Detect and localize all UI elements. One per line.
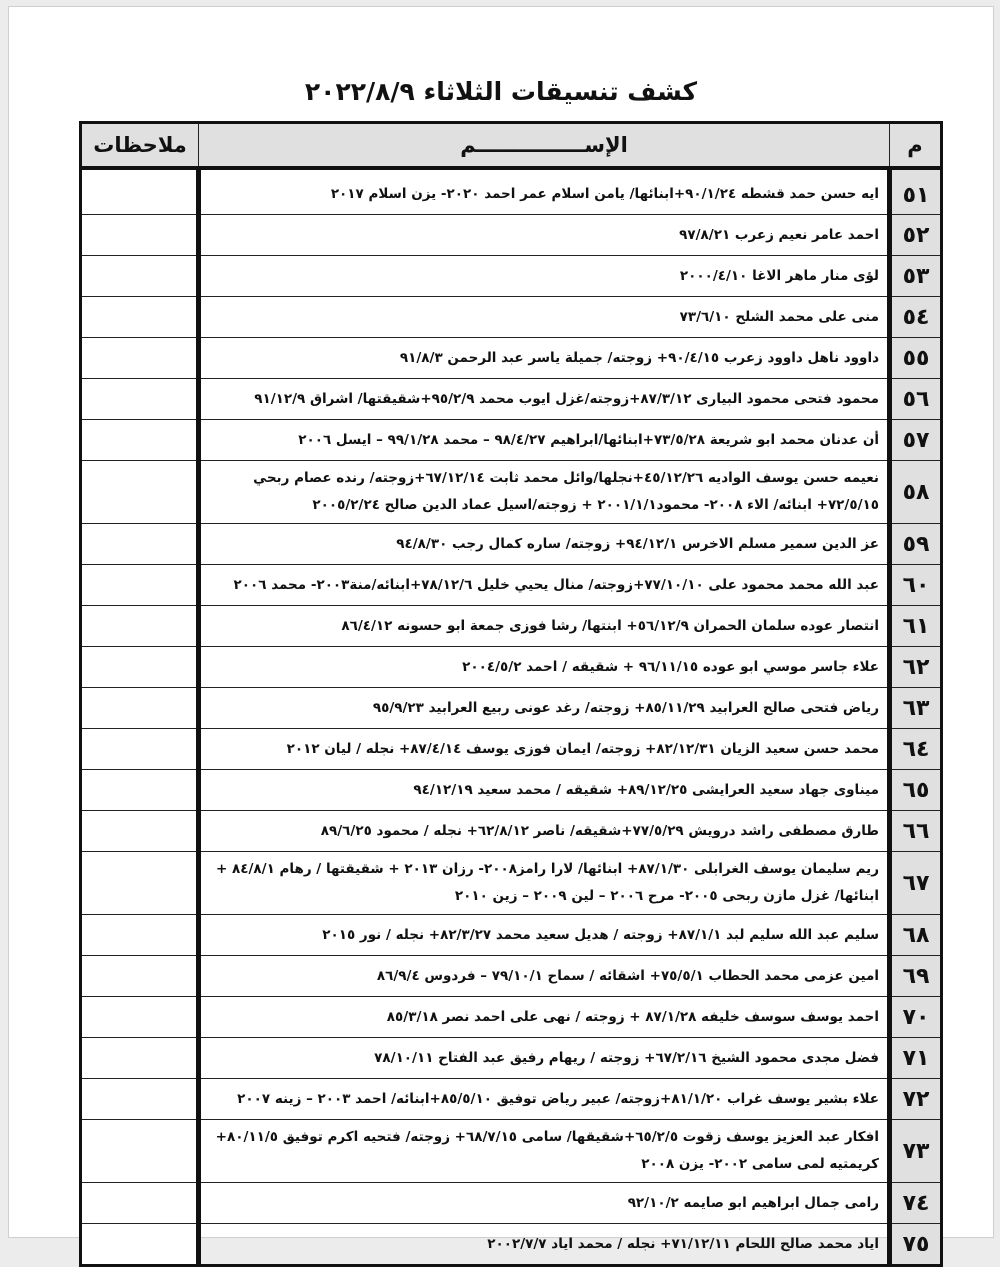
row-name: رياض فتحى صالح العرابيد ٨٥/١١/٢٩+ زوجته/ رغد عونى ربيع العرابيد ٩٥/٩/٢٣ [199, 688, 890, 729]
row-name: ايه حسن حمد قشطه ٩٠/١/٢٤+ابنائها/ يامن اسلام عمر احمد ٢٠٢٠- يزن اسلام ٢٠١٧ [199, 168, 890, 215]
row-notes [81, 997, 199, 1038]
row-number: ٥٦ [890, 379, 942, 420]
column-header-name: الإســـــــــــــــم [199, 123, 890, 169]
row-notes [81, 729, 199, 770]
row-number: ٥٨ [890, 461, 942, 524]
row-number: ٦٥ [890, 770, 942, 811]
row-number: ٦٣ [890, 688, 942, 729]
row-notes [81, 297, 199, 338]
row-number: ٧٠ [890, 997, 942, 1038]
row-number: ٥٢ [890, 215, 942, 256]
table-row [81, 915, 942, 956]
row-number: ٦٦ [890, 811, 942, 852]
row-notes [81, 565, 199, 606]
row-number: ٦١ [890, 606, 942, 647]
row-name: محمود فتحى محمود البيارى ٨٧/٣/١٢+زوجته/غزل ايوب محمد ٩٥/٢/٩+شقيقتها/ اشراق ٩١/١٢/٩ [199, 379, 890, 420]
row-number: ٦٠ [890, 565, 942, 606]
row-notes [81, 852, 199, 915]
row-name: عبد الله محمد محمود على ٧٧/١٠/١٠+زوجته/ منال يحيي خليل ٧٨/١٢/٦+ابنائه/منة٢٠٠٣- محمد ٢٠٠٦ [199, 565, 890, 606]
row-number: ٥١ [890, 168, 942, 215]
table-row [81, 168, 942, 215]
table-row [81, 647, 942, 688]
row-notes [81, 524, 199, 565]
row-name: منى على محمد الشلح ٧٣/٦/١٠ [199, 297, 890, 338]
table-row [81, 297, 942, 338]
row-notes [81, 1038, 199, 1079]
row-name: أن عدنان محمد ابو شريعة ٧٣/٥/٢٨+ابنائها/ابراهيم ٩٨/٤/٢٧ – محمد ٩٩/١/٢٨ – ايسل ٢٠٠٦ [199, 420, 890, 461]
table-row [81, 379, 942, 420]
row-number: ٥٩ [890, 524, 942, 565]
row-name: افكار عبد العزيز يوسف زقوت ٦٥/٢/٥+شقيقها/ سامى ٦٨/٧/١٥+ زوجته/ فتحيه اكرم توفيق ٨٠/١١/٥+ كريمتيه لمى سامى ٢٠٠٢- يزن ٢٠٠٨ [199, 1120, 890, 1183]
table-row [81, 1038, 942, 1079]
row-number: ٦٨ [890, 915, 942, 956]
row-number: ٧٥ [890, 1224, 942, 1266]
row-name: احمد عامر نعيم زعرب ٩٧/٨/٢١ [199, 215, 890, 256]
table-row [81, 770, 942, 811]
row-notes [81, 420, 199, 461]
table-row [81, 420, 942, 461]
row-number: ٦٤ [890, 729, 942, 770]
table-row [81, 606, 942, 647]
table-row [81, 215, 942, 256]
row-name: ريم سليمان يوسف الغرابلى ٨٧/١/٣٠+ ابنائها/ لارا رامز٢٠٠٨- رزان ٢٠١٣ + شقيقتها / رهام ٨٤/٨/١ + ابنائها/ غزل مازن ربحى ٢٠٠٥- مرح ٢٠٠٦ – لين ٢٠٠٩ – زين ٢٠١٠ [199, 852, 890, 915]
row-name: امين عزمى محمد الحطاب ٧٥/٥/١+ اشقائه / سماح ٧٩/١٠/١ – فردوس ٨٦/٩/٤ [199, 956, 890, 997]
row-number: ٥٥ [890, 338, 942, 379]
page-title: كشف تنسيقات الثلاثاء ٢٠٢٢/٨/٩ [304, 77, 698, 106]
row-notes [81, 811, 199, 852]
row-notes [81, 915, 199, 956]
row-notes [81, 770, 199, 811]
row-name: علاء بشير يوسف غراب ٨١/١/٢٠+زوجته/ عبير رياض توفيق ٨٥/٥/١٠+ابنائه/ احمد ٢٠٠٣ – زينه ٢٠٠٧ [199, 1079, 890, 1120]
row-notes [81, 256, 199, 297]
row-notes [81, 215, 199, 256]
table-row [81, 997, 942, 1038]
table-header-row [81, 123, 942, 169]
document-page [8, 6, 994, 1257]
row-notes [81, 168, 199, 215]
row-number: ٦٢ [890, 647, 942, 688]
row-number: ٧٣ [890, 1120, 942, 1183]
row-name: اياد محمد صالح اللحام ٧١/١٢/١١+ نجله / محمد اياد ٢٠٠٢/٧/٧ [199, 1224, 890, 1266]
row-name: احمد يوسف سوسف خليفه ٨٧/١/٢٨ + زوجته / نهى على احمد نصر ٨٥/٣/١٨ [199, 997, 890, 1038]
table-row [81, 852, 942, 915]
row-name: نعيمه حسن يوسف الواديه ٤٥/١٢/٢٦+نجلها/وائل محمد ثابت ٦٧/١٢/١٤+زوجته/ رنده عصام ربحي ٧٢/٥/١٥+ ابنائه/ الاء ٢٠٠٨- محمود٢٠٠١/١/١ + زوجته/اسيل عماد الدين صالح ٢٠٠٥/٢/٢٤ [199, 461, 890, 524]
table-row [81, 688, 942, 729]
table-row [81, 524, 942, 565]
row-name: داوود ناهل داوود زعرب ٩٠/٤/١٥+ زوجته/ جميلة ياسر عبد الرحمن ٩١/٨/٣ [199, 338, 890, 379]
row-number: ٥٧ [890, 420, 942, 461]
row-name: عز الدين سمير مسلم الاخرس ٩٤/١٢/١+ زوجته/ ساره كمال رجب ٩٤/٨/٣٠ [199, 524, 890, 565]
row-name: سليم عبد الله سليم لبد ٨٧/١/١+ زوجته / هديل سعيد محمد ٨٢/٣/٢٧+ نجله / نور ٢٠١٥ [199, 915, 890, 956]
table-row [81, 1120, 942, 1183]
table-body [81, 168, 942, 1266]
row-notes [81, 956, 199, 997]
row-notes [81, 379, 199, 420]
table-row [81, 811, 942, 852]
table-row [81, 1079, 942, 1120]
table-row [81, 956, 942, 997]
row-name: علاء جاسر موسي ابو عوده ٩٦/١١/١٥ + شقيقه / احمد ٢٠٠٤/٥/٢ [199, 647, 890, 688]
row-number: ٧٤ [890, 1183, 942, 1224]
row-notes [81, 1183, 199, 1224]
row-number: ٧٢ [890, 1079, 942, 1120]
row-number: ٥٤ [890, 297, 942, 338]
row-notes [81, 647, 199, 688]
row-notes [81, 1224, 199, 1266]
row-number: ٥٣ [890, 256, 942, 297]
row-notes [81, 461, 199, 524]
row-notes [81, 606, 199, 647]
row-number: ٦٧ [890, 852, 942, 915]
table-row [81, 1183, 942, 1224]
row-notes [81, 1120, 199, 1183]
column-header-notes: ملاحظات [81, 123, 199, 169]
table-row [81, 729, 942, 770]
row-number: ٦٩ [890, 956, 942, 997]
table-row [81, 1224, 942, 1266]
table-row [81, 565, 942, 606]
row-notes [81, 338, 199, 379]
table-row [81, 256, 942, 297]
row-name: لؤى منار ماهر الاغا ٢٠٠٠/٤/١٠ [199, 256, 890, 297]
row-name: رامى جمال ابراهيم ابو صايمه ٩٢/١٠/٢ [199, 1183, 890, 1224]
row-number: ٧١ [890, 1038, 942, 1079]
column-header-number: م [890, 123, 942, 169]
row-notes [81, 1079, 199, 1120]
row-name: محمد حسن سعيد الزيان ٨٢/١٢/٣١+ زوجته/ ايمان فوزى يوسف ٨٧/٤/١٤+ نجله / ليان ٢٠١٢ [199, 729, 890, 770]
table-row [81, 338, 942, 379]
names-table [79, 121, 943, 1267]
row-name: طارق مصطفى راشد درويش ٧٧/٥/٢٩+شقيقه/ ناصر ٦٢/٨/١٢+ نجله / محمود ٨٩/٦/٢٥ [199, 811, 890, 852]
row-notes [81, 688, 199, 729]
row-name: ميناوى جهاد سعيد العرايشى ٨٩/١٢/٢٥+ شقيقه / محمد سعيد ٩٤/١٢/١٩ [199, 770, 890, 811]
table-row [81, 461, 942, 524]
row-name: انتصار عوده سلمان الحمران ٥٦/١٢/٩+ ابنتها/ رشا فوزى جمعة ابو حسونه ٨٦/٤/١٢ [199, 606, 890, 647]
row-name: فضل مجدى محمود الشيخ ٦٧/٢/١٦+ زوجته / ريهام رفيق عبد الفتاح ٧٨/١٠/١١ [199, 1038, 890, 1079]
